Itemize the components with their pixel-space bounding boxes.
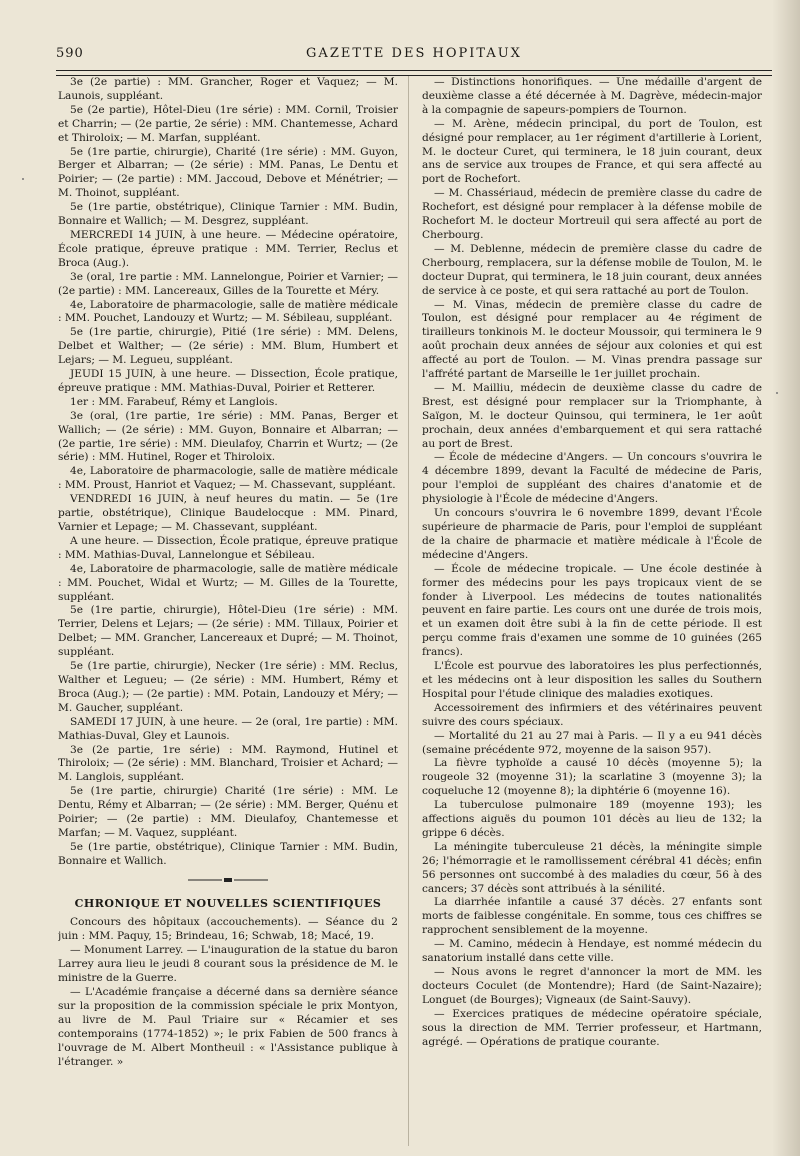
paragraph: 4e, Laboratoire de pharmacologie, salle de matière médicale : MM. Pouchet, Widal et Wurtz; — M. Gilles de la Tourette, suppléant. bbox=[58, 562, 398, 603]
paragraph: — Exercices pratiques de médecine opératoire spéciale, sous la direction de MM. Terrier professeur, et Hartmann, agrégé. — Opérations de pratique courante. bbox=[422, 1007, 762, 1048]
paragraph: 3e (oral, (1re partie, 1re série) : MM. Panas, Berger et Wallich; — (2e série) : MM. Guyon, Bonnaire et Albarran; — (2e partie, 1re série) : MM. Dieulafoy, Charrin et Wurtz; — (2e série) : MM. Hutinel, Roger et Thiroloix. bbox=[58, 409, 398, 464]
paragraph: 5e (1re partie, chirurgie) Charité (1re série) : MM. Le Dentu, Rémy et Albarran; — (2e série) : MM. Berger, Quénu et Poirier; — (2e partie) : MM. Dieulafoy, Chantemesse et Marfan; — M. Vaquez, suppléant. bbox=[58, 785, 398, 839]
paragraph: L'École est pourvue des laboratoires les plus perfectionnés, et les médecins ont à leur disposition les salles du Southern Hospital pour l'étude clinique des maladies exotiques. bbox=[422, 660, 762, 700]
paragraph: SAMEDI 17 JUIN, à une heure. — 2e (oral, 1re partie) : MM. Mathias-Duval, Gley et Launois. bbox=[58, 715, 398, 742]
right-column bbox=[422, 76, 762, 1146]
paragraph: 3e (2e partie) : MM. Grancher, Roger et Vaquez; — M. Launois, suppléant. bbox=[58, 76, 398, 102]
running-title: GAZETTE DES HOPITAUX bbox=[306, 46, 522, 61]
page-header bbox=[56, 46, 772, 68]
paragraph: — École de médecine tropicale. — Une école destinée à former des médecins pour les pays tropicaux vient de se fonder à Liverpool. Les médecins de toutes nationalités peuvent en faire partie. Les cours ont une durée de trois mois, et un examen doit être subi à la fin de cette période. Il est perçu comme frais d'examen une somme de 10 guinées (265 francs). bbox=[422, 562, 762, 659]
paragraph: 3e (2e partie, 1re série) : MM. Raymond, Hutinel et Thiroloix; — (2e série) : MM. Blanchard, Troisier et Achard; — M. Langlois, suppléant. bbox=[58, 743, 398, 784]
page-fold-shadow bbox=[772, 0, 800, 1156]
paragraph: — M. Mailliu, médecin de deuxième classe du cadre de Brest, est désigné pour remplacer sur la Triomphante, à Saïgon, M. le docteur Quinsou, qui terminera, le 1er août prochain, deux années d'embarquement et qui sera rattaché au port de Brest. bbox=[422, 381, 762, 450]
paragraph: JEUDI 15 JUIN, à une heure. — Dissection, École pratique, épreuve pratique : MM. Mathias-Duval, Poirier et Retterer. bbox=[58, 368, 398, 394]
paragraph: — M. Arène, médecin principal, du port de Toulon, est désigné pour remplacer, au 1er régiment d'artillerie à Lorient, M. le docteur Curet, qui terminera, le 18 juin courant, deux ans de service aux troupes de France, et qui sera affecté au port de Rochefort. bbox=[422, 117, 762, 186]
section-ornament bbox=[58, 875, 398, 889]
ornament-icon bbox=[188, 877, 268, 883]
paragraph: 3e (oral, 1re partie : MM. Lannelongue, Poirier et Varnier; — (2e partie) : MM. Lancereaux, Gilles de la Tourette et Méry. bbox=[58, 270, 398, 297]
paragraph: — Mortalité du 21 au 27 mai à Paris. — Il y a eu 941 décès (semaine précédente 972, moyenne de la saison 957). bbox=[422, 729, 762, 756]
paragraph: — École de médecine d'Angers. — Un concours s'ouvrira le 4 décembre 1899, devant la Faculté de médecine de Paris, pour l'emploi de suppléant des chaires d'anatomie et de physiologie à l'École de médecine d'Angers. bbox=[422, 451, 762, 506]
left-column bbox=[58, 76, 398, 1146]
paragraph: 5e (1re partie, chirurgie), Necker (1re série) : MM. Reclus, Walther et Legueu; — (2e série) : MM. Humbert, Rémy et Broca (Aug.); — (2e partie) : MM. Potain, Landouzy et Méry; — M. Gaucher, suppléant. bbox=[58, 660, 398, 714]
paragraph: Concours des hôpitaux (accouchements). — Séance du 2 juin : MM. Paquy, 15; Brindeau, 16; Schwab, 18; Macé, 19. bbox=[58, 916, 398, 943]
paragraph: La méningite tuberculeuse 21 décès, la méningite simple 26; l'hémorragie et le ramollissement cérébral 41 décès; enfin 56 personnes ont succombé à des maladies du cœur, 56 à des cancers; 37 décès sont attribués à la sénilité. bbox=[422, 840, 762, 895]
paragraph: — M. Vinas, médecin de première classe du cadre de Toulon, est désigné pour remplacer au 4e régiment de tirailleurs tonkinois M. le docteur Moussoir, qui terminera le 9 août prochain deux années de séjour aux colonies et qui est affecté au port de Toulon. — M. Vinas prendra passage sur l'affrété partant de Marseille le 1er juillet prochain. bbox=[422, 298, 762, 381]
paragraph: 1er : MM. Farabeuf, Rémy et Langlois. bbox=[70, 395, 278, 408]
paragraph: — M. Camino, médecin à Hendaye, est nommé médecin du sanatorium installé dans cette ville. bbox=[422, 938, 762, 965]
paragraph: — M. Chassériaud, médecin de première classe du cadre de Rochefort, est désigné pour remplacer à la défense mobile de Rochefort M. le docteur Mortreuil qui sera affecté au port de Cherbourg. bbox=[422, 187, 762, 241]
paragraph: A une heure. — Dissection, École pratique, épreuve pratique : MM. Mathias-Duval, Lannelongue et Sébileau. bbox=[58, 534, 398, 561]
paragraph: Accessoirement des infirmiers et des vétérinaires peuvent suivre des cours spéciaux. bbox=[422, 701, 762, 728]
paragraph: — L'Académie française a décerné dans sa dernière séance sur la proposition de la commission spéciale le prix Montyon, au livre de M. Paul Triaire sur « Récamier et ses contemporains (1774-1852) »; le prix Fabien de 500 francs à l'ouvrage de M. Albert Montheuil : « l'Assistance publique à l'étranger. » bbox=[58, 986, 398, 1068]
paragraph: — Nous avons le regret d'annoncer la mort de MM. les docteurs Coculet (de Montendre); Hard (de Saint-Nazaire); Longuet (de Bourges); Vigneaux (de Saint-Sauvy). bbox=[422, 966, 762, 1006]
paragraph: — Distinctions honorifiques. — Une médaille d'argent de deuxième classe a été décernée à M. Dagrève, médecin-major à la compagnie de sapeurs-pompiers de Tournon. bbox=[422, 76, 762, 116]
paragraph: 4e, Laboratoire de pharmacologie, salle de matière médicale : MM. Proust, Hanriot et Vaquez; — M. Chassevant, suppléant. bbox=[58, 465, 398, 492]
paragraph: — Monument Larrey. — L'inauguration de la statue du baron Larrey aura lieu le jeudi 8 courant sous la présidence de M. le ministre de la Guerre. bbox=[58, 944, 398, 985]
paragraph: — M. Deblenne, médecin de première classe du cadre de Cherbourg, remplacera, sur la défense mobile de Toulon, M. le docteur Duprat, qui terminera, le 18 juin courant, deux années de service à ce poste, et qui sera rattaché au port de Toulon. bbox=[422, 242, 762, 297]
paragraph: La fièvre typhoïde a causé 10 décès (moyenne 5); la rougeole 32 (moyenne 31); la scarlatine 3 (moyenne 3); la coqueluche 12 (moyenne 8); la diphtérie 6 (moyenne 16). bbox=[422, 757, 762, 798]
paragraph: 4e, Laboratoire de pharmacologie, salle de matière médicale : MM. Pouchet, Landouzy et Wurtz; — M. Sébileau, suppléant. bbox=[58, 298, 398, 325]
paragraph: 5e (1re partie, chirurgie), Charité (1re série) : MM. Guyon, Berger et Albarran; — (2e série) : MM. Panas, Le Dentu et Poirier; — (2e partie) : MM. Jaccoud, Debove et Ménétrier; — M. Thoinot, suppléant. bbox=[58, 145, 398, 200]
paragraph: La diarrhée infantile a causé 37 décès. 27 enfants sont morts de faiblesse congénitale. En somme, tous ces chiffres se rapprochent sensiblement de la moyenne. bbox=[422, 896, 762, 937]
paper-speck bbox=[22, 178, 24, 180]
section-title: CHRONIQUE ET NOUVELLES SCIENTIFIQUES bbox=[74, 896, 382, 910]
paragraph: 5e (1re partie, chirurgie), Hôtel-Dieu (1re série) : MM. Terrier, Delens et Lejars; — (2e série) : MM. Tillaux, Poirier et Delbet; — MM. Grancher, Lancereaux et Dupré; — M. Thoinot, suppléant. bbox=[58, 604, 398, 659]
paper-speck bbox=[776, 392, 778, 394]
paragraph: 5e (2e partie), Hôtel-Dieu (1re série) : MM. Cornil, Troisier et Charrin; — (2e partie, 2e série) : MM. Chantemesse, Achard et Thiroloix; — M. Marfan, suppléant. bbox=[58, 103, 398, 144]
paragraph: 5e (1re partie, chirurgie), Pitié (1re série) : MM. Delens, Delbet et Walther; — (2e série) : MM. Blum, Humbert et Lejars; — M. Legueu, suppléant. bbox=[58, 326, 398, 367]
paragraph: VENDREDI 16 JUIN, à neuf heures du matin. — 5e (1re partie, obstétrique), Clinique Baudelocque : MM. Pinard, Varnier et Lepage; — M. Chassevant, suppléant. bbox=[58, 493, 398, 533]
page-number: 590 bbox=[56, 46, 84, 61]
column-divider bbox=[408, 76, 409, 1146]
paragraph: 5e (1re partie, obstétrique), Clinique Tarnier : MM. Budin, Bonnaire et Wallich. bbox=[58, 840, 398, 867]
paragraph: 5e (1re partie, obstétrique), Clinique Tarnier : MM. Budin, Bonnaire et Wallich; — M. Desgrez, suppléant. bbox=[58, 201, 398, 228]
paragraph: Un concours s'ouvrira le 6 novembre 1899, devant l'École supérieure de pharmacie de Paris, pour l'emploi de suppléant de la chaire de pharmacie et matière médicale à l'École de médecine d'Angers. bbox=[422, 507, 762, 561]
paragraph: La tuberculose pulmonaire 189 (moyenne 193); les affections aiguës du poumon 101 décès au lieu de 132; la grippe 6 décès. bbox=[422, 799, 762, 839]
paragraph: MERCREDI 14 JUIN, à une heure. — Médecine opératoire, École pratique, épreuve pratique : MM. Terrier, Reclus et Broca (Aug.). bbox=[58, 228, 398, 269]
